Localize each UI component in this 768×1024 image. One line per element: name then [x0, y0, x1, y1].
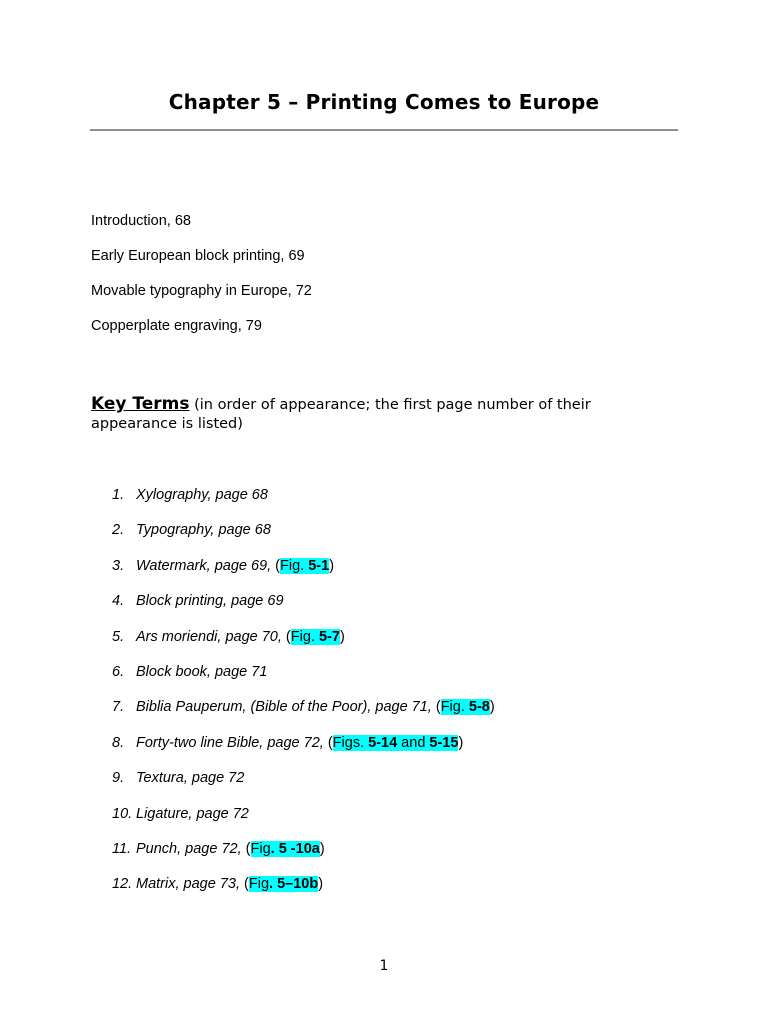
list-item [112, 592, 495, 627]
term-name: Xylography [136, 487, 208, 503]
term-name: Textura, page 72 [136, 770, 245, 787]
list-item: 11. Punch, page 72, (Fig. 5 -10a) [112, 840, 325, 857]
term-page: , (Bible of the Poor), page 71, [242, 699, 436, 716]
figure-reference: Fig. 5-1 [280, 557, 330, 574]
term-page: , page 73, [175, 876, 245, 893]
term-page: , page 72, [259, 734, 328, 751]
term-page: , page 70, [217, 628, 286, 645]
item-number: 6. [112, 663, 125, 680]
key-terms-header [91, 395, 651, 434]
key-terms-note: (in order of appearance; the first page number of their appearance is listed) [91, 397, 591, 432]
list-item: 3. Watermark, page 69, (Fig. 5-1) [112, 557, 335, 574]
list-item [112, 663, 495, 698]
term-name: Matrix [136, 876, 176, 893]
term-name: Block printing, page 69 [136, 593, 284, 610]
item-number: 1. [112, 487, 125, 503]
term-name: Block book, page 71 [136, 663, 268, 680]
toc-item: Early European block printing, 69 [91, 248, 305, 264]
term-page: , page 72, [177, 840, 246, 857]
item-number: 12. [112, 876, 133, 893]
key-terms-heading: Key Terms [91, 394, 190, 414]
item-number: 4. [112, 593, 125, 610]
list-item: 5. Ars moriendi, page 70, (Fig. 5-7) [112, 628, 345, 645]
list-item: 7. Biblia Pauperum, (Bible of the Poor), page 71, (Fig. 5-8) [112, 699, 495, 716]
list-item: 12. Matrix, page 73, (Fig. 5–10b) [112, 876, 324, 893]
list-item [112, 486, 495, 521]
page-number: 1 [379, 958, 389, 974]
table-of-contents [91, 212, 312, 352]
toc-item: Copperplate engraving, 79 [91, 318, 262, 334]
item-number: 5. [112, 628, 125, 645]
list-item: 8. Forty-two line Bible, page 72, (Figs. 5-14 and 5-15) [112, 734, 464, 751]
term-page: , page 69, [206, 557, 276, 574]
item-number: 3. [112, 557, 125, 574]
term-page: , page 68 [207, 487, 268, 503]
item-number: 7. [112, 699, 125, 716]
item-number: 11. [112, 840, 132, 857]
item-number: 10. [112, 805, 133, 822]
list-item [112, 805, 495, 840]
key-terms-list [112, 486, 495, 911]
list-item [112, 769, 495, 804]
figure-reference: Fig. 5-7 [290, 628, 340, 645]
toc-item: Movable typography in Europe, 72 [91, 283, 312, 299]
term-page: , page 68 [210, 522, 271, 539]
term-name: Ligature, page 72 [136, 805, 249, 822]
term-name: Biblia Pauperum [136, 699, 243, 716]
figure-reference: Figs. 5-14 and 5-15 [332, 734, 459, 751]
term-name: Typography [136, 522, 211, 539]
title-divider [90, 129, 678, 131]
term-name: Forty-two line Bible [136, 734, 260, 751]
term-name: Punch [136, 840, 178, 857]
toc-item: Introduction, 68 [91, 213, 191, 229]
page-title: Chapter 5 – Printing Comes to Europe [168, 90, 600, 114]
figure-reference: Fig. 5-8 [440, 699, 490, 716]
figure-reference: Fig. 5–10b [248, 876, 319, 893]
term-name: Watermark [136, 557, 207, 574]
list-item [112, 521, 495, 556]
item-number: 2. [112, 522, 125, 539]
item-number: 8. [112, 734, 125, 751]
term-name: Ars moriendi [136, 628, 218, 645]
figure-reference: Fig. 5 -10a [250, 840, 320, 857]
item-number: 9. [112, 770, 125, 787]
